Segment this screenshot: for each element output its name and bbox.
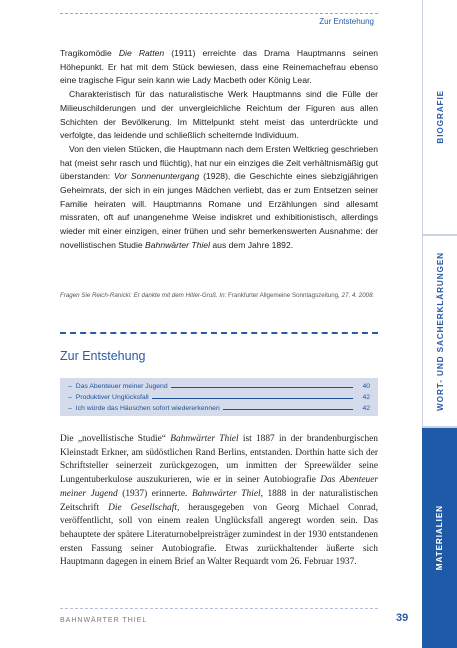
toc-entry-page: 42 [362,393,370,401]
section-title: Zur Entstehung [60,349,146,363]
work-title: Vor Sonnenuntergang [114,171,200,182]
toc-leader [152,398,353,399]
paragraph [60,433,378,570]
sidebar-tab-wort-und-sacherklaerungen[interactable] [422,236,457,426]
toc-entry-label: Ich würde das Häuschen sofort wiedererkennen [75,404,220,412]
dash-icon: – [68,393,72,401]
text-run: Die „novellistische Studie“ [60,434,171,444]
section-divider [60,332,378,334]
footer-book-title: BAHNWÄRTER THIEL [60,617,148,624]
toc-entry-page: 40 [362,382,370,390]
toc-leader [171,387,353,388]
dash-icon: – [68,404,72,412]
footnote-lead: Fragen Sie Reich-Ranicki: Er dankte mit dem Hitler-Gruß. In: [60,292,229,299]
text-run: , 1888 in der naturalistischen Zeitschrift [60,488,378,513]
toc-entry-page: 42 [362,404,370,412]
paragraph [60,143,378,253]
dash-icon: – [68,382,72,390]
footer-rule [60,608,378,609]
toc-entry[interactable] [68,381,370,391]
work-title: Das Abenteuer meiner Jugend [60,475,378,499]
section-body-text [60,433,378,570]
paragraph [60,47,378,88]
text-run: ist 1887 in der brandenburgischen Kleinstadt Erkner, am südöstlichen Rand Berlins, entstanden. Dorthin hatte sich der Schriftsteller seinerzeit zurückgezogen, um inmitten der Spreewälder seine Lungentuberkulose auszukurieren, wie er in seiner Autobiografie [60,434,378,486]
paragraph: Charakteristisch für das naturalistische Werk Hauptmanns sind die Fülle der Milieuschilderungen und der unvergleichliche Reichtum der Figuren aus allen Schichten der Bevölkerung. Im Mittelpunkt steht meist das unterdrückte und verfolgte, das leidende und schließlich scheiternde Individuum. [60,89,378,141]
toc-leader [223,409,353,410]
section-toc [60,378,378,416]
running-head: Zur Entstehung [319,17,374,26]
sidebar-tab-label: WORT- UND SACHERKLÄRUNGEN [435,251,445,411]
text-run: aus dem Jahre 1892. [210,239,294,250]
work-title: Bahnwärter Thiel [170,434,239,444]
chapter-sidebar [422,0,457,648]
text-run: , herausgegeben von Georg Michael Conrad, veröffentlicht, soll von einem realen Unglücksfall angeregt worden sein. Das behauptete der spätere Literaturnobelpreisträger zumindest in der 1930 entstandenen ersten Fassung seiner Autobiografie. Etwas zurückhaltender äußerte sich Hauptmann dagegen in einem Brief an Walter Requardt vom 26. Februar 1937. [60,502,378,568]
body-text [60,47,378,253]
work-title: Die Ratten [118,48,165,58]
footnote-date: , 27. 4. 2008. [338,292,375,299]
text-run: (1928), die Geschichte eines siebzigjährigen Geheimrats, der sich in ein junges Mädchen verliebt, das er zum Entsetzen seiner Familie heiraten will. Hauptmanns Romane und Erzählungen sind allesamt missraten, oft auf unangenehme Weise indiskret und exhibitionistisch, allerdings wieder mit einer einzigen, einer frühen und sehr bemerkenswerten Ausnahme: der novellistischen Studie [60,171,379,250]
footnote [60,291,378,300]
header-rule [60,13,378,14]
toc-entry-label: Produktiver Unglücksfall [75,393,149,401]
page-number: 39 [396,612,409,624]
text-run: Tragikomödie [60,48,119,58]
toc-entry-label: Das Abenteuer meiner Jugend [75,382,168,390]
text-run: (1937) erinnerte. [117,488,192,499]
work-title: Die Gesellschaft [108,502,177,513]
sidebar-tab-label: BIOGRAFIE [435,90,445,144]
sidebar-tab-materialien[interactable] [422,428,457,648]
source-name: Frankfurter Allgemeine Sonntagszeitung [228,292,339,299]
work-title: Bahnwärter Thiel [191,488,261,499]
toc-entry[interactable] [68,403,370,413]
text-run: (1911) erreichte das Drama Hauptmanns seinen Höhepunkt. Er hat mit dem Stück bewiesen, dass eine Reinemachefrau ebenso eine tragische Figur sein kann wie Lady Macbeth oder König Lear. [60,48,379,86]
text-run: Von den vielen Stücken, die Hauptmann nach dem Ersten Weltkrieg geschrieben hat (meist sehr rasch und flüchtig), hat nur ein einziges die Zeit verhältnismäßig gut überstanden: [60,143,378,182]
sidebar-tab-label: MATERIALIEN [435,505,444,571]
toc-entry[interactable] [68,392,370,402]
sidebar-tab-biografie[interactable] [422,0,457,234]
work-title: Bahnwärter Thiel [145,239,210,250]
